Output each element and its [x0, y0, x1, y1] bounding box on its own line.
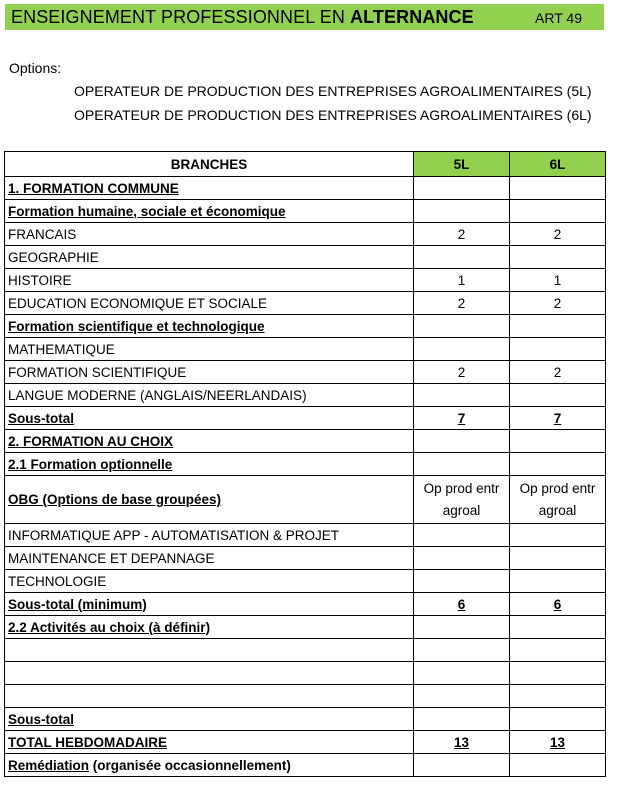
- document-title: ENSEIGNEMENT PROFESSIONNEL EN ALTERNANCE: [11, 7, 474, 27]
- table-header-row: [5, 152, 606, 177]
- hours-6l: 1: [510, 269, 606, 292]
- obg-5l: Op prod entr agroal: [414, 476, 510, 524]
- table-row: [5, 476, 606, 524]
- title-banner: [5, 4, 604, 30]
- table-row: [5, 570, 606, 593]
- table-row: [5, 269, 606, 292]
- options-label: Options:: [9, 60, 62, 76]
- table-row: [5, 593, 606, 616]
- table-row: [5, 639, 606, 662]
- hours-5l: [414, 200, 510, 223]
- hours-5l: 2: [414, 223, 510, 246]
- hours-5l: 2: [414, 361, 510, 384]
- table-row: [5, 708, 606, 731]
- empty-cell: [5, 639, 414, 662]
- subtotal-label: Sous-total: [5, 708, 414, 731]
- hours-6l: [510, 338, 606, 361]
- table-row: [5, 685, 606, 708]
- total-6l: 13: [510, 731, 606, 754]
- hours-5l: [414, 177, 510, 200]
- table-row: [5, 223, 606, 246]
- hours-5l: [414, 685, 510, 708]
- hours-5l: [414, 453, 510, 476]
- section-heading: 1. FORMATION COMMUNE: [5, 177, 414, 200]
- subtotal-5l: 7: [414, 407, 510, 430]
- hours-5l: [414, 570, 510, 593]
- branch-label: MATHEMATIQUE: [5, 338, 414, 361]
- hours-6l: 2: [510, 361, 606, 384]
- table-row: [5, 731, 606, 754]
- branch-label: INFORMATIQUE APP - AUTOMATISATION & PROJET: [5, 524, 414, 547]
- branch-label: FRANCAIS: [5, 223, 414, 246]
- branch-label: LANGUE MODERNE (ANGLAIS/NEERLANDAIS): [5, 384, 414, 407]
- section-heading: 2. FORMATION AU CHOIX: [5, 430, 414, 453]
- table-row: [5, 292, 606, 315]
- subsection-heading: Formation scientifique et technologique: [5, 315, 414, 338]
- branch-label: HISTOIRE: [5, 269, 414, 292]
- table-row: [5, 662, 606, 685]
- remediation-note: (organisée occasionnellement): [89, 757, 291, 773]
- hours-5l: [414, 754, 510, 777]
- hours-5l: [414, 246, 510, 269]
- table-row: [5, 407, 606, 430]
- total-label: TOTAL HEBDOMADAIRE: [5, 731, 414, 754]
- hours-6l: [510, 246, 606, 269]
- table-row: [5, 246, 606, 269]
- table-row: [5, 547, 606, 570]
- empty-cell: [5, 685, 414, 708]
- hours-5l: [414, 616, 510, 639]
- hours-6l: [510, 685, 606, 708]
- remediation-title: Remédiation: [8, 757, 90, 773]
- header-6l: 6L: [510, 152, 606, 177]
- table-row: [5, 453, 606, 476]
- table-row: [5, 430, 606, 453]
- hours-6l: [510, 662, 606, 685]
- table-row: [5, 338, 606, 361]
- hours-6l: [510, 639, 606, 662]
- hours-6l: [510, 453, 606, 476]
- subtotal-5l: 6: [414, 593, 510, 616]
- branch-label: EDUCATION ECONOMIQUE ET SOCIALE: [5, 292, 414, 315]
- subtotal-label: Sous-total: [5, 407, 414, 430]
- hours-5l: [414, 430, 510, 453]
- hours-6l: [510, 430, 606, 453]
- subtotal-label: Sous-total (minimum): [5, 593, 414, 616]
- hours-5l: [414, 547, 510, 570]
- hours-6l: [510, 524, 606, 547]
- subtotal-5l: [414, 708, 510, 731]
- subsection-heading: 2.1 Formation optionnelle: [5, 453, 414, 476]
- hours-5l: [414, 315, 510, 338]
- header-branches: BRANCHES: [5, 152, 414, 177]
- hours-5l: [414, 662, 510, 685]
- subtotal-6l: [510, 708, 606, 731]
- hours-6l: [510, 570, 606, 593]
- table-row: [5, 361, 606, 384]
- table-row: [5, 384, 606, 407]
- branches-table: [4, 151, 606, 777]
- hours-6l: [510, 384, 606, 407]
- hours-5l: [414, 384, 510, 407]
- hours-6l: [510, 547, 606, 570]
- table-row: [5, 524, 606, 547]
- header-5l: 5L: [414, 152, 510, 177]
- total-5l: 13: [414, 731, 510, 754]
- hours-6l: [510, 200, 606, 223]
- table-row: [5, 177, 606, 200]
- hours-5l: [414, 524, 510, 547]
- hours-5l: [414, 338, 510, 361]
- obg-label: OBG (Options de base groupées): [5, 476, 414, 524]
- hours-5l: 1: [414, 269, 510, 292]
- hours-6l: [510, 177, 606, 200]
- empty-cell: [5, 662, 414, 685]
- subsection-heading: Formation humaine, sociale et économique: [5, 200, 414, 223]
- subsection-heading: 2.2 Activités au choix (à définir): [5, 616, 414, 639]
- hours-6l: 2: [510, 223, 606, 246]
- subtotal-6l: 6: [510, 593, 606, 616]
- subtotal-6l: 7: [510, 407, 606, 430]
- remediation-label: [5, 754, 414, 777]
- table-row: [5, 754, 606, 777]
- option-item: OPERATEUR DE PRODUCTION DES ENTREPRISES AGROALIMENTAIRES (6L): [74, 107, 592, 123]
- branch-label: FORMATION SCIENTIFIQUE: [5, 361, 414, 384]
- hours-6l: 2: [510, 292, 606, 315]
- hours-5l: 2: [414, 292, 510, 315]
- branch-label: GEOGRAPHIE: [5, 246, 414, 269]
- article-number: ART 49: [535, 10, 582, 26]
- branch-label: MAINTENANCE ET DEPANNAGE: [5, 547, 414, 570]
- option-item: OPERATEUR DE PRODUCTION DES ENTREPRISES AGROALIMENTAIRES (5L): [74, 83, 592, 99]
- hours-6l: [510, 616, 606, 639]
- table-row: [5, 200, 606, 223]
- hours-5l: [414, 639, 510, 662]
- hours-6l: [510, 315, 606, 338]
- table-row: [5, 315, 606, 338]
- hours-6l: [510, 754, 606, 777]
- branch-label: TECHNOLOGIE: [5, 570, 414, 593]
- obg-6l: Op prod entr agroal: [510, 476, 606, 524]
- table-row: [5, 616, 606, 639]
